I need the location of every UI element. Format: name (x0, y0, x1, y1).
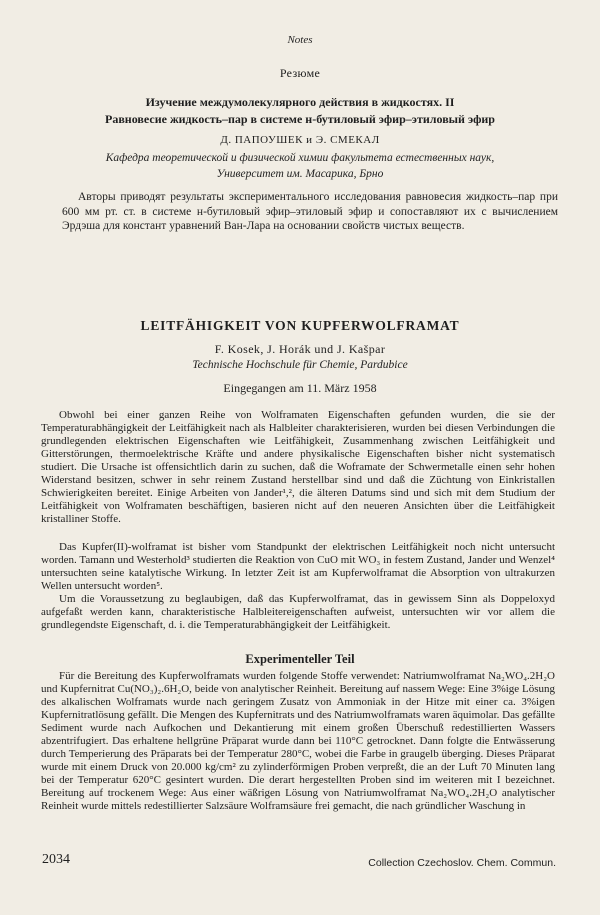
running-head: Notes (287, 34, 313, 46)
resume-title-line-2: Равновесие жидкость–пар в системе н-бутиловый эфир–этиловый эфир (105, 112, 495, 126)
section-heading-experimental: Experimenteller Teil (245, 652, 355, 666)
resume-title-line-1: Изучение междумолекулярного действия в жидкостях. II (145, 95, 455, 109)
body-paragraph-3: Um die Voraussetzung zu beglaubigen, daß das Kupferwolframat, das in gewissem Sinn als Doppeloxyd aufgefaßt werden kann, charakteristische Halbleitereigenschaften aufweist, untersuchten wir vor allem die grundlegendste Eigenschaft, d. i. die Temperaturabhängigkeit der Leitfähigkeit. (41, 593, 555, 631)
journal-name: Collection Czechoslov. Chem. Commun. (368, 857, 556, 869)
article-authors: F. Kosek, J. Horák und J. Kašpar (214, 342, 386, 356)
page-number: 2034 (42, 852, 70, 867)
resume-title (40, 94, 560, 128)
resume-authors: Д. ПАПОУШЕК и Э. СМЕКАЛ (220, 134, 380, 146)
resume-heading: Резюме (279, 66, 321, 80)
article-title: LEITFÄHIGKEIT VON KUPFERWOLFRAMAT (140, 318, 460, 333)
article-received-date: Eingegangen am 11. März 1958 (223, 381, 377, 395)
resume-affiliation-line-1: Кафедра теоретической и физической химии факультета естественных наук, (105, 152, 495, 164)
body-paragraph-4: Für die Bereitung des Kupferwolframats wurden folgende Stoffe verwendet: Natriumwolframat Na₂WO₄.2H₂O und Kupfernitrat Cu(NO₃)₂.6H₂O, beide von analytischer Reinheit. Bereitung auf nassem Wege: Eine 3%ige Lösung des alkalischen Wolframats wurde nach geringem Zusatz von Ammoniak in der Hitze mit einer ca. 3%igen Kupfernitratlösung gefällt. Die Mengen des Kupfernitrats und des Natriumwolframats waren äquimolar. Das gefällte Sediment wurde nach Aufkochen und Dekantierung mit einem großen Überschuß redestillierten Wassers abzentrifugiert. Das erhaltene hellgrüne Präparat wurde dann bei 110°C getrocknet. Dann folgte die Entwässerung durch Temperierung des Präparats bei der Temperatur 280°C, wobei die Farbe in graugelb überging. Dieses Präparat wurde mit einem Druck von 20.000 kg/cm² zu zylinderförmigen Proben verpreßt, die an der Luft 70 Minuten lang bei der Temperatur 620°C gesintert wurden. Die derart hergestellten Proben sind im weiteren mit I bezeichnet. Bereitung auf trockenem Wege: Aus einer wäßrigen Lösung von Natriumwolframat Na₂WO₄.2H₂O analytischer Reinheit wurde mittels redestillierter Salzsäure Wolframsäure frei gemacht, die nach gründlicher Waschung in (41, 670, 555, 812)
resume-affiliation-line-2: Университет им. Масарика, Брно (216, 168, 384, 180)
body-paragraph-1: Obwohl bei einer ganzen Reihe von Wolframaten Eigenschaften gefunden wurden, die sie der Temperaturabhängigkeit der Leitfähigkeit nach als Halbleiter charakterisieren, wurden bei diesen Verbindungen die grundlegenden elektrischen Eigenschaften wie Leitfähigkeit, Zusammenhang zwischen Leitfähigkeit und Gitterstörungen, thermoelektrische Kräfte und andere physikalische Eigenschaften bisher nicht systematisch studiert. Die Ursache ist offensichtlich darin zu suchen, daß die Woframate der Schwermetalle einen sehr hohen Widerstand besitzen, schwer in sehr reinem Zustand herstellbar sind und daß die Züchtung von Einkristallen Schwierigkeiten bereitet. Einige Arbeiten von Jander¹,², die älteren Datums sind und sich mit dem Studium der Leitfähigkeit von Wolframaten beschäftigen, basieren nicht auf den neueren Ansichten über die Leitfähigkeit kristalliner Stoffe. (41, 409, 555, 525)
body-paragraph-2: Das Kupfer(II)-wolframat ist bisher vom Standpunkt der elektrischen Leitfähigkeit noch nicht untersucht worden. Tamann und Westerhold³ studierten die Reaktion von CuO mit WO₃ in festem Zustand, Jander und Wenzel⁴ untersuchten seine katalytische Wirkung. In letzter Zeit ist am Kupferwolframat die Absorption von ultrakurzen Wellen untersucht worden⁵. (41, 541, 555, 592)
resume-affiliation (40, 150, 560, 182)
resume-abstract: Авторы приводят результаты экспериментального исследования равновесия жидкость–пар при 600 мм рт. ст. в системе н-бутиловый эфир–этиловый эфир и сопоставляют их с вычислением Эрдэша для констант уравнений Ван-Лара на основании свойств чистых веществ. (62, 191, 558, 232)
article-affiliation: Technische Hochschule für Chemie, Pardubice (192, 359, 408, 371)
